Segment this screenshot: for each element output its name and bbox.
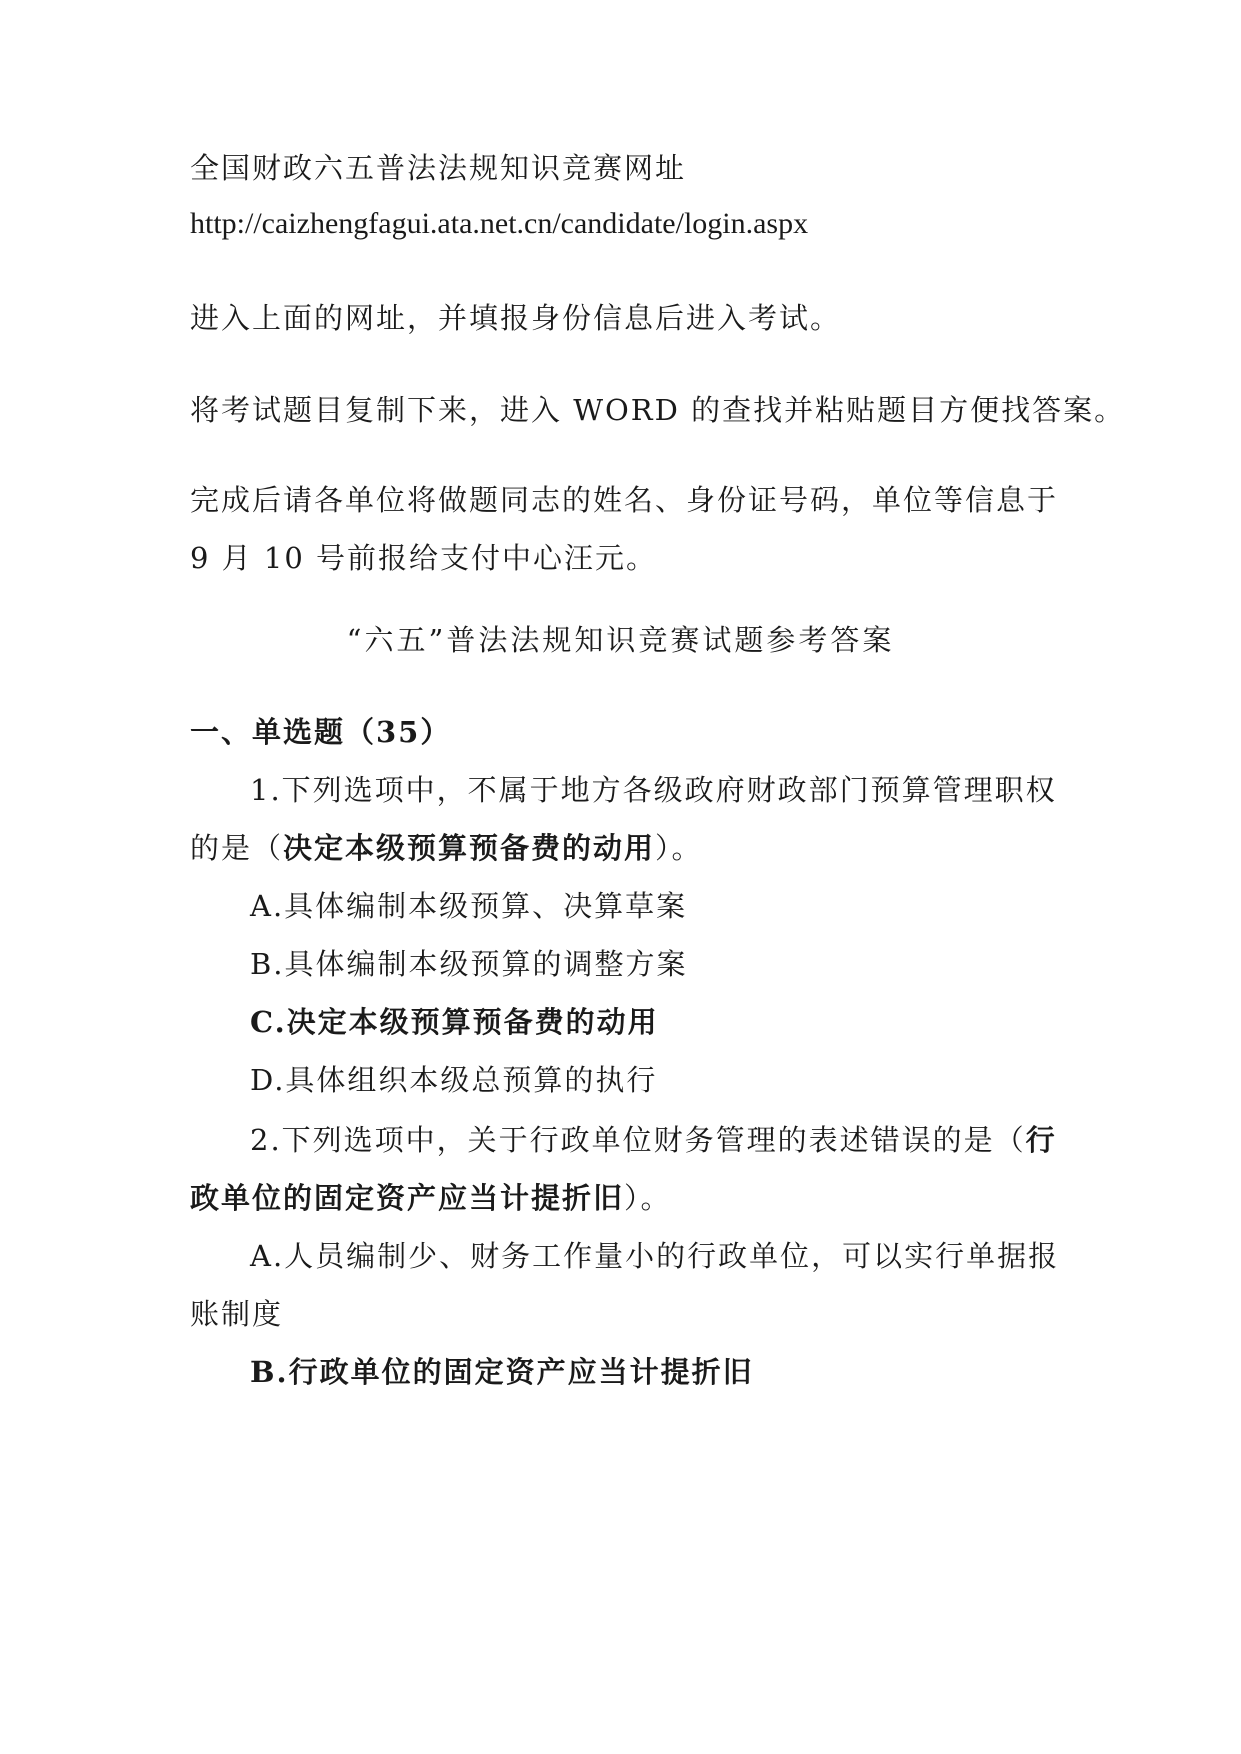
intro-step2: 将考试题目复制下来，进入 WORD 的查找并粘贴题目方便找答案。 [190,393,1126,427]
q1-option-b: B.具体编制本级预算的调整方案 [250,947,688,981]
q2-option-a-line2: 账制度 [190,1297,284,1331]
q2-option-a-line1: A.人员编制少、财务工作量小的行政单位，可以实行单据报 [250,1239,1060,1273]
intro-step3-line2: 9 月 10 号前报给支付中心汪元。 [190,541,658,575]
q1-option-d: D.具体组织本级总预算的执行 [250,1063,658,1097]
q2-stem-line2 [190,1178,672,1218]
section-title-single-choice: 一、单选题（35） [190,715,452,749]
q2-answer-part1: 行 [1025,1123,1057,1157]
answers-heading: “六五”普法法规知识竞赛试题参考答案 [346,623,895,657]
q2-answer-part2: 政单位的固定资产应当计提折旧 [190,1181,625,1215]
q2-stem-line1 [250,1120,1057,1160]
q2-stem-prefix: 2.下列选项中，关于行政单位财务管理的表述错误的是（ [250,1123,1026,1157]
exam-url[interactable]: http://caizhengfagui.ata.net.cn/candidate/login.aspx [190,207,809,240]
q1-option-c-correct: C.决定本级预算预备费的动用 [250,1005,659,1039]
intro-step3-line1: 完成后请各单位将做题同志的姓名、身份证号码，单位等信息于 [190,483,1059,517]
q1-stem-line1: 1.下列选项中，不属于地方各级政府财政部门预算管理职权 [250,773,1057,807]
q1-option-a: A.具体编制本级预算、决算草案 [250,889,688,923]
intro-title: 全国财政六五普法法规知识竞赛网址 [190,151,687,185]
q1-stem-line2 [190,828,703,868]
q2-option-b-correct: B.行政单位的固定资产应当计提折旧 [250,1355,754,1389]
q1-stem-suffix: ）。 [655,831,703,865]
q1-stem-prefix: 的是（ [190,831,284,865]
intro-step1: 进入上面的网址，并填报身份信息后进入考试。 [190,301,842,335]
q1-answer: 决定本级预算预备费的动用 [283,831,656,865]
q2-stem-suffix: ）。 [624,1181,672,1215]
